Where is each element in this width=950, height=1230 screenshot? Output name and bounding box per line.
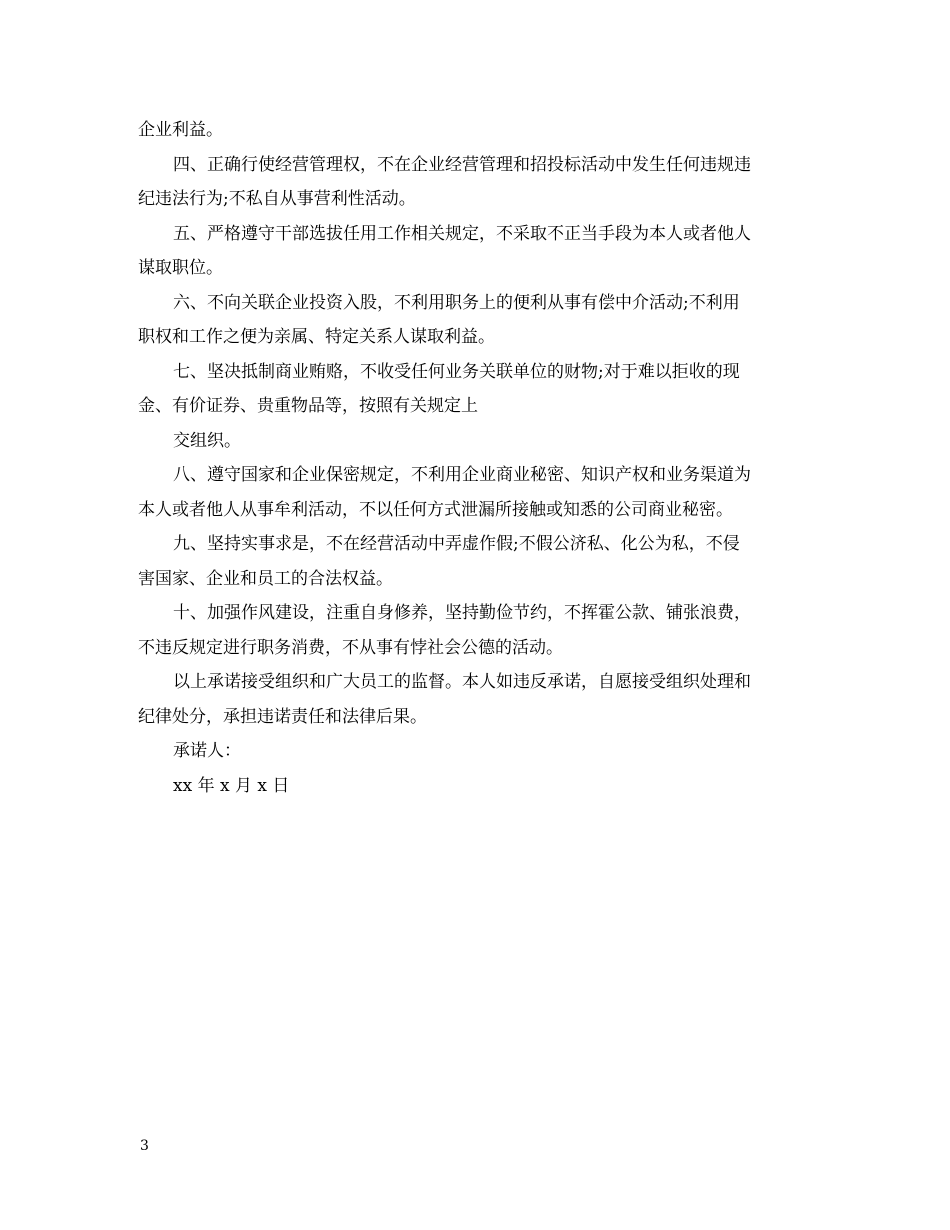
document-body <box>138 113 818 803</box>
paragraph-item-5 <box>138 217 818 252</box>
paragraph-item-4-cont <box>138 182 818 217</box>
text-line: 六、不向关联企业投资入股，不利用职务上的便利从事有偿中介活动;不利用 <box>173 292 740 313</box>
paragraph-item-4 <box>138 148 818 183</box>
text-line: 五、严格遵守干部选拔任用工作相关规定，不采取不正当手段为本人或者他人 <box>173 223 751 244</box>
text-line: 以上承诺接受组织和广大员工的监督。本人如违反承诺，自愿接受组织处理和 <box>173 672 751 692</box>
paragraph-closing-cont <box>138 700 818 735</box>
paragraph-item-5-cont <box>138 251 818 286</box>
signature-label <box>138 734 818 769</box>
text-line: 十、加强作风建设，注重自身修养，坚持勤俭节约，不挥霍公款、铺张浪费， <box>173 603 751 623</box>
paragraph-item-8 <box>138 458 818 493</box>
paragraph-item-7 <box>138 355 818 390</box>
paragraph-continuation <box>138 113 818 148</box>
text-line: 纪违法行为;不私自从事营利性活动。 <box>138 189 416 209</box>
paragraph-item-6-cont <box>138 320 818 355</box>
text-line: 金、有价证券、贵重物品等，按照有关规定上 <box>138 396 478 416</box>
paragraph-item-10 <box>138 596 818 631</box>
paragraph-closing <box>138 665 818 700</box>
text-line: 害国家、企业和员工的合法权益。 <box>138 568 393 589</box>
signature-date <box>138 769 818 804</box>
paragraph-item-9-cont <box>138 562 818 597</box>
paragraph-item-6 <box>138 286 818 321</box>
paragraph-item-7-tail <box>138 424 818 459</box>
paragraph-item-9 <box>138 527 818 562</box>
paragraph-item-10-cont <box>138 631 818 666</box>
text-line: 企业利益。 <box>138 120 223 140</box>
text-line: 谋取职位。 <box>138 258 223 278</box>
text-line: 本人或者他人从事牟利活动，不以任何方式泄漏所接触或知悉的公司商业秘密。 <box>138 499 733 520</box>
text-line: 纪律处分，承担违诺责任和法律后果。 <box>138 706 427 727</box>
text-line: 承诺人： <box>173 741 241 761</box>
paragraph-item-8-cont <box>138 493 818 528</box>
text-line: 职权和工作之便为亲属、特定关系人谋取利益。 <box>138 327 495 347</box>
text-line: 四、正确行使经营管理权，不在企业经营管理和招投标活动中发生任何违规违 <box>173 154 751 175</box>
text-line: 七、坚决抵制商业贿赂，不收受任何业务关联单位的财物;对于难以拒收的现 <box>173 361 740 382</box>
text-line: 九、坚持实事求是，不在经营活动中弄虚作假;不假公济私、化公为私，不侵 <box>173 534 740 554</box>
page-number: 3 <box>140 1138 149 1154</box>
text-line: 交组织。 <box>173 430 241 451</box>
text-line: xx 年 x 月 x 日 <box>173 775 290 796</box>
text-line: 不违反规定进行职务消费，不从事有悖社会公德的活动。 <box>138 637 563 658</box>
text-line: 八、遵守国家和企业保密规定，不利用企业商业秘密、知识产权和业务渠道为 <box>173 465 751 485</box>
paragraph-item-7-cont <box>138 389 818 424</box>
